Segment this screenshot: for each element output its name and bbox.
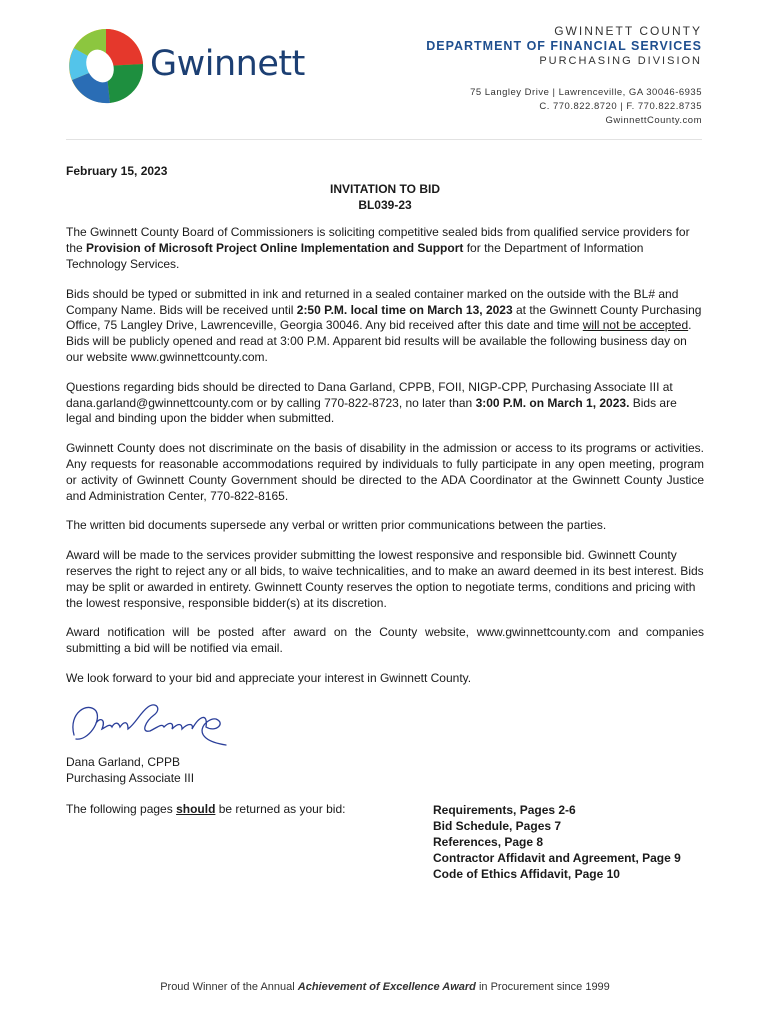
signer-block xyxy=(66,754,194,786)
return-text-c: be returned as your bid: xyxy=(215,802,346,816)
bid-number: BL039-23 xyxy=(358,197,412,212)
p1-text-c: for the Department of Information Technology Services. xyxy=(66,241,644,271)
p2-not-accepted: will not be accepted xyxy=(582,318,689,333)
return-instructions xyxy=(66,802,345,816)
department-header xyxy=(426,24,702,69)
gwinnett-logo xyxy=(66,24,316,108)
letter-date: February 15, 2023 xyxy=(66,164,168,178)
p3-question-deadline: 3:00 P.M. on March 1, 2023. xyxy=(475,395,630,410)
signer-title: Purchasing Associate III xyxy=(66,771,195,785)
return-text-a: The following pages xyxy=(66,802,177,816)
gwinnett-logo-icon xyxy=(66,24,148,108)
department-name: DEPARTMENT OF FINANCIAL SERVICES xyxy=(426,39,702,53)
website: GwinnettCounty.com xyxy=(605,115,702,126)
phone-fax: C. 770.822.8720 | F. 770.822.8735 xyxy=(539,101,702,112)
return-pages-list xyxy=(433,802,681,882)
p3-text-c: Bids are legal and binding upon the bidder when submitted. xyxy=(66,395,677,426)
list-item: Bid Schedule, Pages 7 xyxy=(433,819,562,833)
p1-project-name: Provision of Microsoft Project Online Implementation and Support xyxy=(86,241,464,256)
division-name: PURCHASING DIVISION xyxy=(539,55,702,67)
footer-text-c: in Procurement since 1999 xyxy=(475,981,610,993)
list-item: Contractor Affidavit and Agreement, Page 9 xyxy=(433,851,681,865)
header-divider xyxy=(66,139,702,140)
paragraph-questions xyxy=(66,380,704,427)
paragraph-solicitation xyxy=(66,225,704,272)
footer-award-line xyxy=(0,981,770,993)
letter-body xyxy=(66,164,704,701)
signature-image xyxy=(66,693,236,753)
p2-text-c: at the Gwinnett County Purchasing Office, 75 Langley Drive, Lawrenceville, Georgia 30046. Any bid received after this date and time xyxy=(66,302,702,333)
p2-text-e: . Bids will be publicly opened and read at 3:00 P.M. Apparent bid results will be available the following business day on our website www.gwinnettcounty.com. xyxy=(66,318,692,364)
county-name: GWINNETT COUNTY xyxy=(554,24,702,38)
footer-text-a: Proud Winner of the Annual xyxy=(160,981,298,993)
return-should: should xyxy=(176,802,216,816)
p2-text-a: Bids should be typed or submitted in ink and returned in a sealed container marked on the outside with the BL# and Company Name. Bids will be received until xyxy=(66,286,679,317)
signer-name: Dana Garland, CPPB xyxy=(66,755,181,769)
paragraph-closing: We look forward to your bid and appreciate your interest in Gwinnett County. xyxy=(66,670,472,685)
footer-award-name: Achievement of Excellence Award xyxy=(297,981,476,993)
paragraph-ada: Gwinnett County does not discriminate on the basis of disability in the admission or access to its programs or activities. Any requests for reasonable accommodations required by individuals to fully participate in any open meeting, program or activity of Gwinnett County Government should be directed to the ADA Coordinator at the Gwinnett County Justice and Administration Center, 770-822-8165. xyxy=(66,441,704,503)
address: 75 Langley Drive | Lawrenceville, GA 30046-6935 xyxy=(470,87,702,98)
list-item: Code of Ethics Affidavit, Page 10 xyxy=(433,867,620,881)
paragraph-supersede: The written bid documents supersede any verbal or written prior communications between the parties. xyxy=(66,518,607,533)
paragraph-award: Award will be made to the services provider submitting the lowest responsive and responsible bid. Gwinnett County reserves the right to reject any or all bids, to waive technicalities, and to make an award deemed in its best interest. Bids may be split or awarded in entirety. Gwinnett County reserves the option to negotiate terms, conditions and pricing with the lowest responsive, responsible bidder(s) at its discretion. xyxy=(66,548,704,610)
letter-title: INVITATION TO BID xyxy=(330,181,440,196)
list-item: Requirements, Pages 2-6 xyxy=(433,803,576,817)
p2-deadline: 2:50 P.M. local time on March 13, 2023 xyxy=(296,302,513,317)
list-item: References, Page 8 xyxy=(433,835,544,849)
paragraph-submission xyxy=(66,287,704,366)
p1-text-a: The Gwinnett County Board of Commissioners is soliciting competitive sealed bids from qualified service providers for the xyxy=(66,225,690,256)
logo-wordmark: Gwinnett xyxy=(150,44,305,84)
contact-block xyxy=(470,86,702,128)
p3-text-a: Questions regarding bids should be directed to Dana Garland, CPPB, FOII, NIGP-CPP, Purchasing Associate III at dana.garland@gwinnettcounty.com or by calling 770-822-8723, no later than xyxy=(66,379,673,410)
paragraph-notification: Award notification will be posted after award on the County website, www.gwinnettcounty.com and companies submitting a bid will be notified via email. xyxy=(66,625,704,656)
